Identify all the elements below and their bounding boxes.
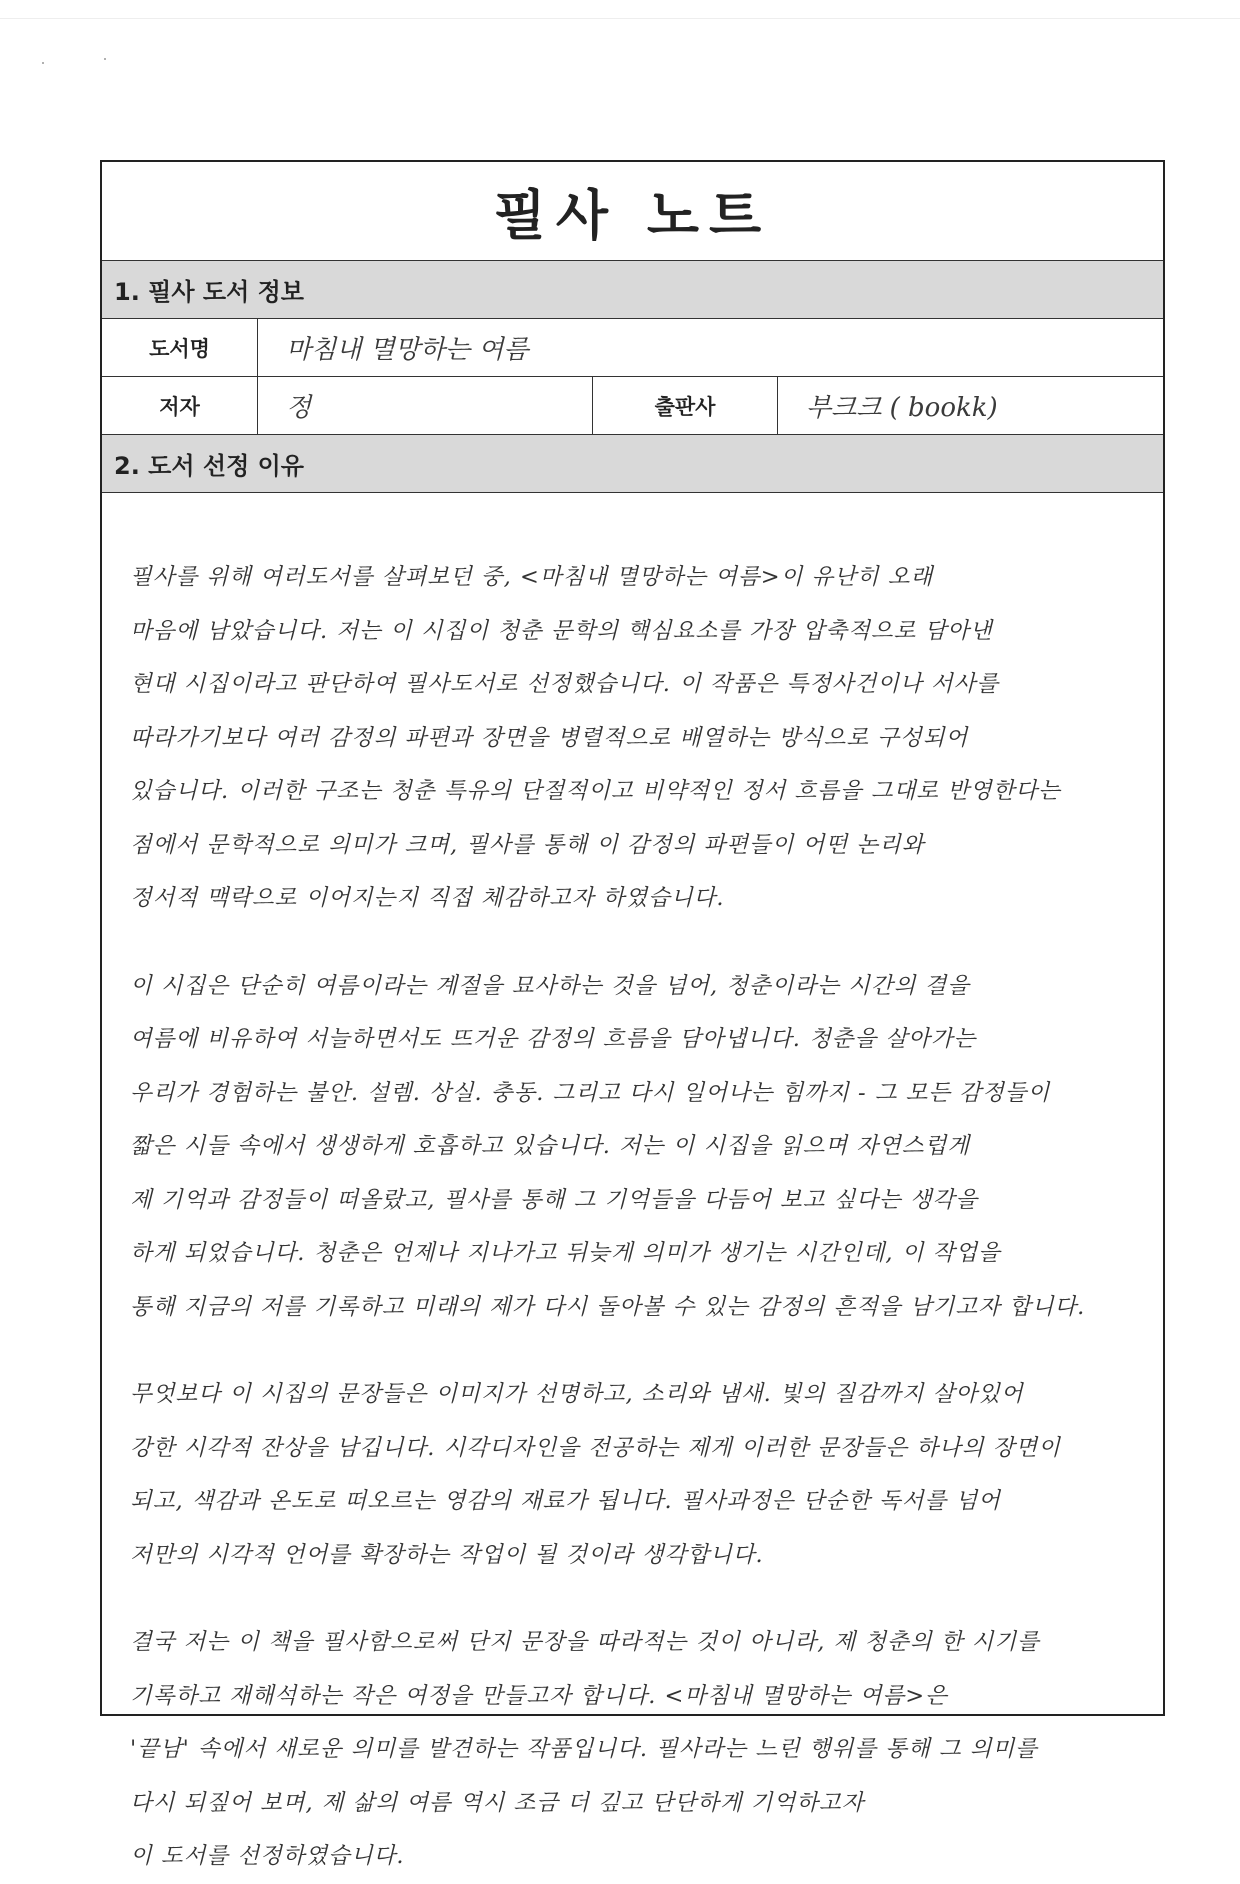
paragraph (130, 1616, 1143, 1884)
book-title-value: 마침내 멸망하는 여름 (257, 319, 1163, 376)
text-line: 점에서 문학적으로 의미가 크며, 필사를 통해 이 감정의 파편들이 어떤 논리와 (130, 831, 925, 858)
section-reason (102, 435, 1163, 493)
paragraph (130, 551, 1143, 926)
text-line: 통해 지금의 저를 기록하고 미래의 제가 다시 돌아볼 수 있는 감정의 흔적을 남기고자 합니다. (130, 1293, 1086, 1320)
paragraph (130, 960, 1143, 1335)
text-line: 제 기억과 감정들이 떠올랐고, 필사를 통해 그 기억들을 다듬어 보고 싶다는 생각을 (130, 1186, 979, 1213)
section-heading: 1. 필사 도서 정보 (114, 278, 304, 306)
title-row (102, 162, 1163, 261)
text-line: 짧은 시들 속에서 생생하게 호흡하고 있습니다. 저는 이 시집을 읽으며 자연스럽게 (130, 1133, 970, 1159)
text-line: 마음에 남았습니다. 저는 이 시집이 청춘 문학의 핵심요소를 가장 압축적으로 담아낸 (130, 617, 993, 644)
text-line: 강한 시각적 잔상을 남깁니다. 시각디자인을 전공하는 제게 이러한 문장들은 하나의 장면이 (130, 1434, 1061, 1461)
note-sheet (100, 160, 1165, 1869)
text-line: 기록하고 재해석하는 작은 여정을 만들고자 합니다. <마침내 멸망하는 여름>은 (130, 1682, 948, 1709)
paragraph (130, 1368, 1143, 1582)
text-line: 우리가 경험하는 불안. 설렘. 상실. 충동. 그리고 다시 일어나는 힘까지 - 그 모든 감정들이 (130, 1079, 1051, 1106)
book-title-label: 도서명 (149, 336, 210, 361)
reason-body (102, 493, 1163, 1884)
text-line: 정서적 맥락으로 이어지는지 직접 체감하고자 하였습니다. (130, 885, 725, 911)
scan-speck (104, 58, 106, 60)
page-title: 필사 노트 (493, 183, 772, 247)
text-line: 현대 시집이라고 판단하여 필사도서로 선정했습니다. 이 작품은 특정사건이나 서사를 (130, 671, 1000, 697)
book-title-row (102, 319, 1163, 377)
author-value: 정 (257, 377, 592, 434)
text-line: 이 시집은 단순히 여름이라는 계절을 묘사하는 것을 넘어, 청춘이라는 시간의 결을 (130, 972, 970, 999)
publisher-value: 부크크 ( bookk) (777, 377, 1163, 434)
page-top-edge (0, 18, 1240, 19)
text-line: 하게 되었습니다. 청춘은 언제나 지나가고 뒤늦게 의미가 생기는 시간인데, 이 작업을 (130, 1240, 1001, 1266)
text-line: 결국 저는 이 책을 필사함으로써 단지 문장을 따라적는 것이 아니라, 제 청춘의 한 시기를 (130, 1629, 1040, 1655)
text-line: '끝남' 속에서 새로운 의미를 발견하는 작품입니다. 필사라는 느린 행위를 통해 그 의미를 (130, 1736, 1038, 1762)
author-publisher-row (102, 377, 1163, 435)
text-line: 다시 되짚어 보며, 제 삶의 여름 역시 조금 더 깊고 단단하게 기억하고자 (130, 1789, 865, 1816)
section-heading: 2. 도서 선정 이유 (114, 452, 304, 480)
author-label: 저자 (159, 394, 200, 419)
publisher-label: 출판사 (592, 377, 777, 434)
text-line: 필사를 위해 여러도서를 살펴보던 중, <마침내 멸망하는 여름>이 유난히 오래 (130, 564, 934, 590)
section-book-info (102, 261, 1163, 319)
scan-speck (42, 62, 44, 64)
text-line: 무엇보다 이 시집의 문장들은 이미지가 선명하고, 소리와 냄새. 빛의 질감까지 살아있어 (130, 1381, 1024, 1407)
text-line: 저만의 시각적 언어를 확장하는 작업이 될 것이라 생각합니다. (130, 1541, 764, 1568)
text-line: 이 도서를 선정하였습니다. (130, 1843, 405, 1869)
text-line: 있습니다. 이러한 구조는 청춘 특유의 단절적이고 비약적인 정서 흐름을 그대로 반영한다는 (130, 778, 1061, 804)
text-line: 되고, 색감과 온도로 떠오르는 영감의 재료가 됩니다. 필사과정은 단순한 독서를 넘어 (130, 1488, 1001, 1514)
text-line: 따라가기보다 여러 감정의 파편과 장면을 병렬적으로 배열하는 방식으로 구성되어 (130, 724, 969, 751)
text-line: 여름에 비유하여 서늘하면서도 뜨거운 감정의 흐름을 담아냅니다. 청춘을 살아가는 (130, 1026, 977, 1052)
